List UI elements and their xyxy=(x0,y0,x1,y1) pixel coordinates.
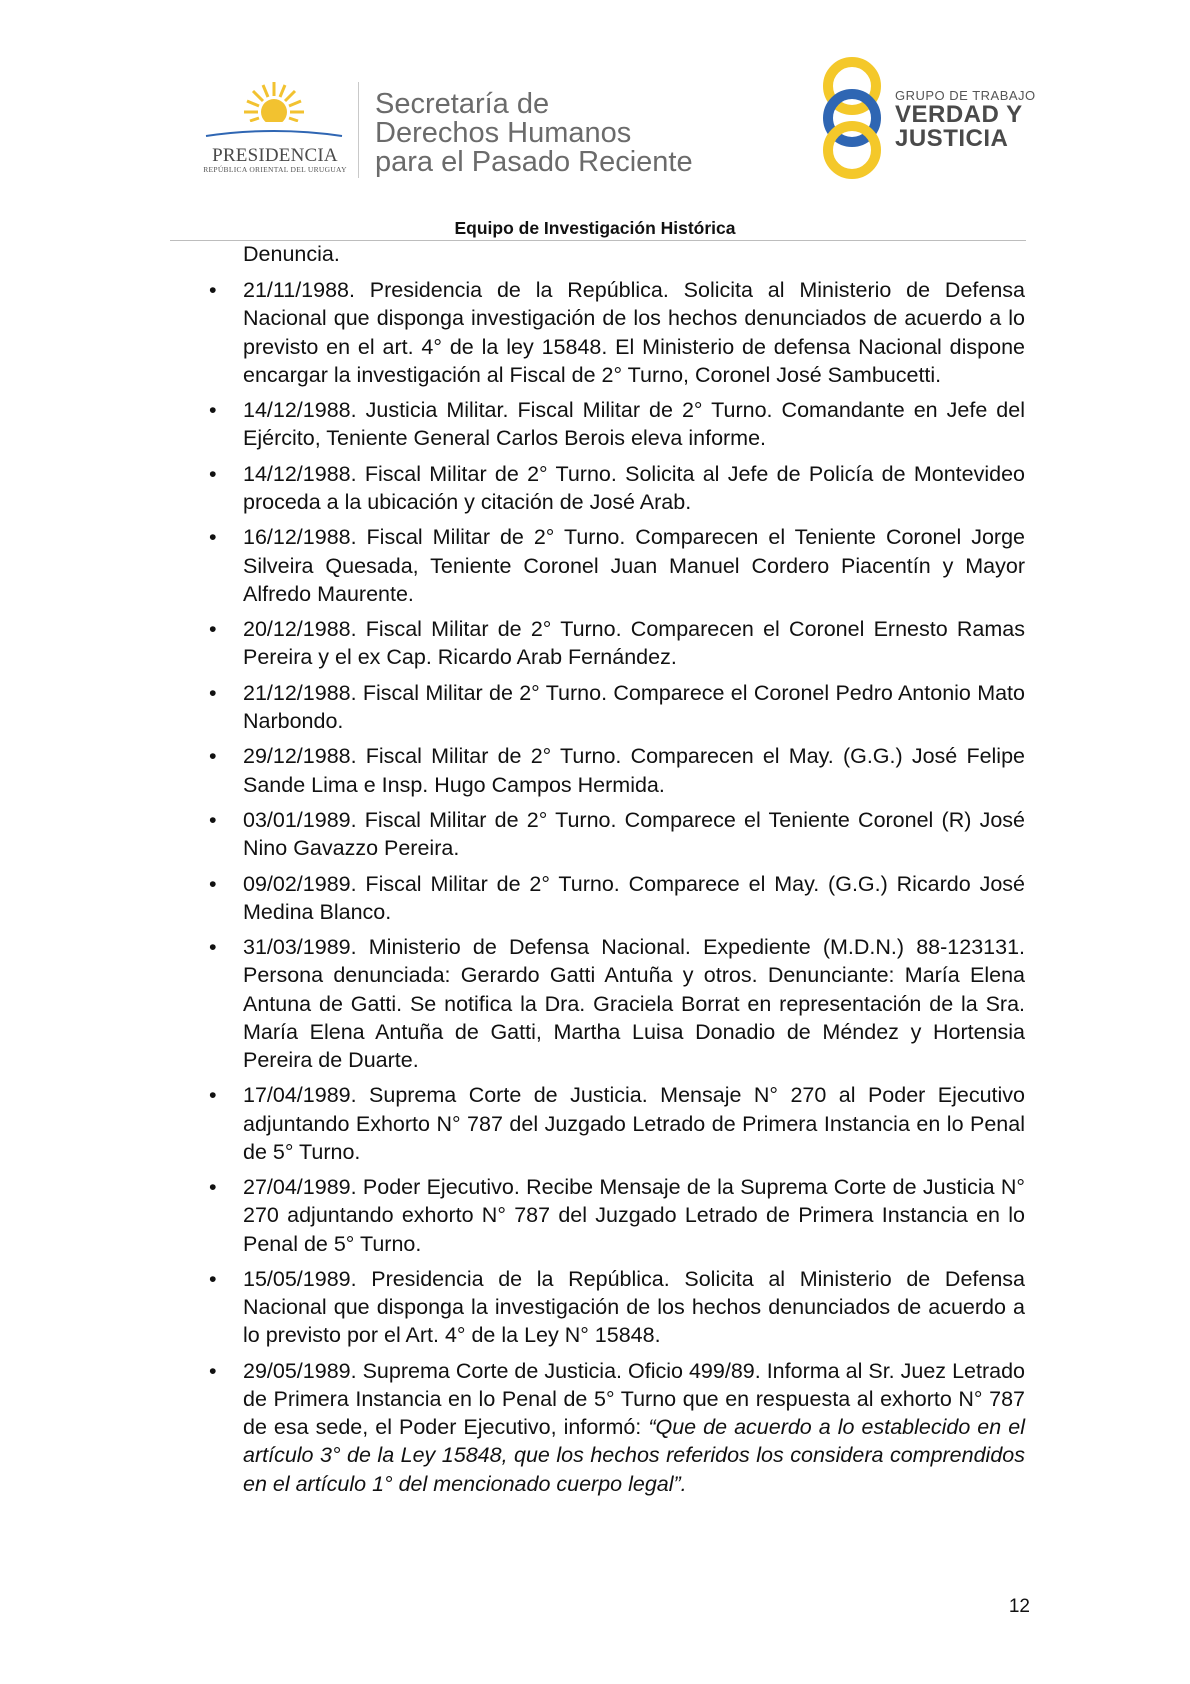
list-item-text: 15/05/1989. Presidencia de la República. Solicita al Ministerio de Defensa Nacional que disponga la investigación de los hechos denunciados de acuerdo a lo previsto por el Art. 4° de la Ley N° 15848. xyxy=(243,1266,1025,1348)
bullet-icon: • xyxy=(209,617,217,642)
list-item-text: 14/12/1988. Fiscal Militar de 2° Turno. Solicita al Jefe de Policía de Montevideo proceda a la ubicación y citación de José Arab. xyxy=(243,461,1025,514)
list-item xyxy=(205,806,1025,862)
vj-line-3: JUSTICIA xyxy=(895,125,1009,152)
list-item-text: 21/11/1988. Presidencia de la República. Solicita al Ministerio de Defensa Nacional que disponga investigación de los hechos denunciados de acuerdo a lo previsto en el art. 4° de la ley 15848. El Ministerio de defensa Nacional dispone encargar la investigación al Fiscal de 2° Turno, Coronel José Sambucetti. xyxy=(243,278,1025,387)
vj-logo-text xyxy=(895,88,1036,151)
list-item xyxy=(205,1357,1025,1498)
list-item-text: 09/02/1989. Fiscal Militar de 2° Turno. Comparece el May. (G.G.) Ricardo José Medina Blanco. xyxy=(243,871,1025,924)
list-item-text: 16/12/1988. Fiscal Militar de 2° Turno. Comparecen el Teniente Coronel Jorge Silveira Quesada, Teniente Coronel Juan Manuel Cordero Piacentín y Mayor Alfredo Maurente. xyxy=(243,525,1025,606)
secretaria-line-2: Derechos Humanos xyxy=(375,117,632,149)
list-item xyxy=(205,276,1025,389)
list-item xyxy=(205,870,1025,926)
page-number: 12 xyxy=(1008,1596,1030,1617)
bullet-icon: • xyxy=(209,935,217,960)
list-item-text: 20/12/1988. Fiscal Militar de 2° Turno. Comparecen el Coronel Ernesto Ramas Pereira y el ex Cap. Ricardo Arab Fernández. xyxy=(243,617,1025,670)
list-item xyxy=(205,933,1025,1074)
list-item xyxy=(205,679,1025,735)
bullet-icon: • xyxy=(209,1266,217,1291)
bullet-icon: • xyxy=(209,1358,217,1383)
list-item-text: 17/04/1989. Suprema Corte de Justicia. Mensaje N° 270 al Poder Ejecutivo adjuntando Exhorto N° 787 del Juzgado Letrado de Primera Instancia en lo Penal de 5° Turno. xyxy=(243,1083,1025,1164)
page-header xyxy=(0,0,1190,250)
secretaria-title xyxy=(375,90,693,177)
bullet-icon: • xyxy=(209,807,217,832)
team-title: Equipo de Investigación Histórica xyxy=(454,218,736,238)
bullet-icon: • xyxy=(209,1083,217,1108)
continuation-text: Denuncia. xyxy=(243,242,340,266)
bullet-icon: • xyxy=(209,744,217,769)
list-item-text: 03/01/1989. Fiscal Militar de 2° Turno. Comparece el Teniente Coronel (R) José Nino Gavazzo Pereira. xyxy=(243,807,1025,861)
presidencia-subtitle: REPÚBLICA ORIENTAL DEL URUGUAY xyxy=(203,165,347,174)
event-list xyxy=(205,276,1025,1498)
bullet-icon: • xyxy=(209,278,217,303)
header-divider xyxy=(358,82,359,178)
vj-line-1: GRUPO DE TRABAJO xyxy=(895,88,1036,103)
bullet-icon: • xyxy=(209,871,217,896)
list-item xyxy=(205,742,1025,798)
bullet-icon: • xyxy=(209,398,217,423)
list-item xyxy=(205,396,1025,452)
list-item xyxy=(205,1173,1025,1258)
bullet-icon: • xyxy=(209,461,217,486)
bullet-icon: • xyxy=(209,525,217,550)
secretaria-line-3: para el Pasado Reciente xyxy=(375,146,693,178)
list-item xyxy=(205,1081,1025,1166)
secretaria-line-1: Secretaría de xyxy=(375,88,550,120)
list-item-text: 21/12/1988. Fiscal Militar de 2° Turno. Comparece el Coronel Pedro Antonio Mato Narbondo. xyxy=(243,680,1025,733)
list-item-text: 29/12/1988. Fiscal Militar de 2° Turno. Comparecen el May. (G.G.) José Felipe Sande Lima e Insp. Hugo Campos Hermida. xyxy=(243,744,1025,797)
list-item xyxy=(205,1265,1025,1350)
vj-line-2: VERDAD Y xyxy=(895,101,1023,128)
presidencia-name: PRESIDENCIA xyxy=(212,145,338,166)
list-item-text: 27/04/1989. Poder Ejecutivo. Recibe Mensaje de la Suprema Corte de Justicia N° 270 adjuntando exhorto N° 787 del Juzgado Letrado de Primera Instancia en lo Penal de 5° Turno. xyxy=(243,1175,1025,1256)
list-item xyxy=(205,615,1025,671)
list-item xyxy=(205,523,1025,608)
bullet-icon: • xyxy=(209,1175,217,1200)
document-body xyxy=(205,240,1025,1505)
quoted-text: “Que de acuerdo a lo establecido en el artículo 3° de la Ley 15848, que los hechos referidos los considera comprendidos en el artículo 1° del mencionado cuerpo legal”. xyxy=(243,1415,1025,1496)
list-item-text: 29/05/1989. Suprema Corte de Justicia. Oficio 499/89. Informa al Sr. Juez Letrado de Primera Instancia en lo Penal de 5° Turno que en respuesta al exhorto N° 787 de esa sede, el Poder Ejecutivo, informó: xyxy=(243,1358,1025,1440)
list-item xyxy=(205,460,1025,516)
list-item-text: 31/03/1989. Ministerio de Defensa Nacional. Expediente (M.D.N.) 88-123131. Persona denunciada: Gerardo Gatti Antuña y otros. Denunciante: María Elena Antuna de Gatti. Se notifica la Dra. Graciela Borrat en representación de la Sra. María Elena Antuña de Gatti, Martha Luisa Donadio de Méndez y Hortensia Pereira de Duarte. xyxy=(243,935,1025,1072)
list-item-text: 14/12/1988. Justicia Militar. Fiscal Militar de 2° Turno. Comandante en Jefe del Ejército, Teniente General Carlos Berois eleva informe. xyxy=(243,398,1025,451)
bullet-icon: • xyxy=(209,680,217,705)
